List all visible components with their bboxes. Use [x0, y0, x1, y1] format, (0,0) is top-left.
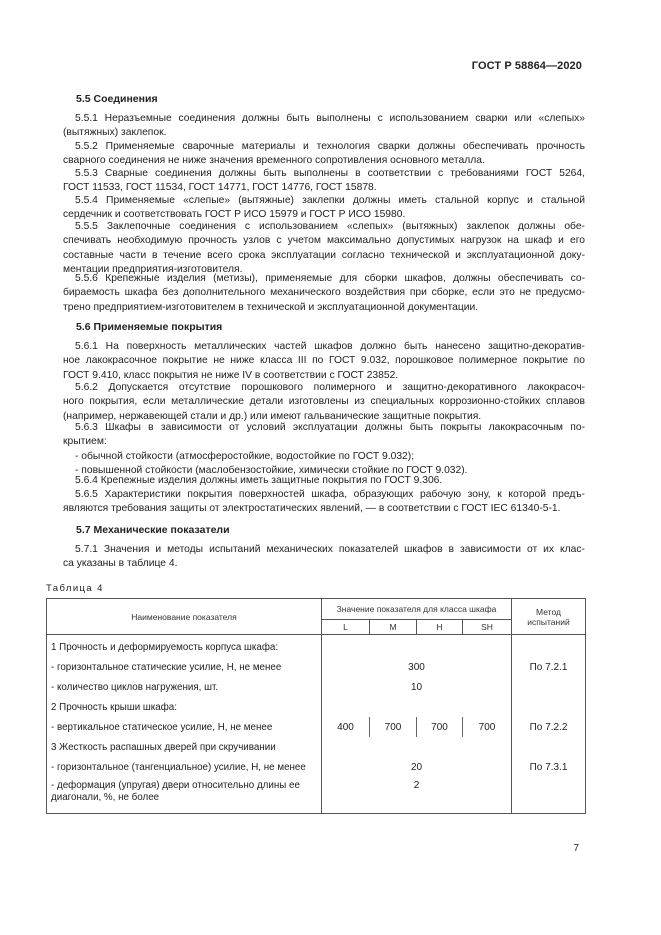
row-value: 300	[322, 657, 512, 677]
row-value: 10	[322, 677, 512, 697]
row-value: 20	[322, 757, 512, 777]
paragraph-5-5-5: 5.5.5 Заклепочные соединения с использованием «слепых» (вытяжных) заклепок должны обе- спечивать необходимую прочность узлов с учетом максимально допустимых нагрузок на шкаф и его составные части в течение всего срока эксплуатации согласно технической и эксплуатационной доку- ментации предприятия-изготовителя.	[63, 221, 585, 275]
row-label: - горизонтальное статические усилие, Н, не менее	[47, 657, 322, 677]
paragraph-5-5-3: 5.5.3 Сварные соединения должны быть выполнены в соответствии с требованиями ГОСТ 5264, ГОСТ 11533, ГОСТ 11534, ГОСТ 14771, ГОСТ 14776, ГОСТ 15878.	[63, 168, 585, 194]
row-method: По 7.3.1	[512, 757, 586, 777]
table-label: Таблица 4	[46, 583, 104, 594]
section-heading-5-7: 5.7 Механические показатели	[76, 524, 230, 536]
table-row	[47, 777, 586, 814]
table-row	[47, 737, 586, 757]
row-method: По 7.2.2	[512, 717, 586, 737]
table-row	[47, 677, 586, 697]
table-row	[47, 657, 586, 677]
paragraph-5-5-4: 5.5.4 Применяемые «слепые» (вытяжные) заклепки должны иметь стальной корпус и стальной сердечник и соответствовать ГОСТ Р ИСО 15979 и ГОСТ Р ИСО 15980.	[63, 195, 585, 221]
row-value: 2	[322, 777, 512, 814]
paragraph-5-6-4: 5.6.4 Крепежные изделия должны иметь защитные покрытия по ГОСТ 9.306.	[75, 475, 443, 486]
col-header-class-h: H	[417, 620, 463, 635]
row-label: - деформация (упругая) двери относительно длины ее диагонали, %, не более	[47, 777, 322, 814]
col-header-values-group: Значение показателя для класса шкафа	[322, 599, 512, 620]
section-heading-5-6: 5.6 Применяемые покрытия	[76, 321, 223, 333]
section-heading-5-5: 5.5 Соединения	[76, 93, 158, 105]
paragraph-5-5-6: 5.5.6 Крепежные изделия (метизы), применяемые для сборки шкафов, должны обеспечивать со- бираемость шкафа без дополнительного механического воздействия при сборке, если это не предусмо- трено предприятием-изготовителем в технической и эксплуатационной документации.	[63, 273, 585, 313]
row-method: По 7.2.1	[512, 657, 586, 677]
row-value-h: 700	[417, 717, 463, 737]
paragraph-5-6-3: 5.6.3 Шкафы в зависимости от условий эксплуатации должны быть покрыты лакокрасочным по- крытием: - обычной стойкости (атмосферостойкие, водостойкие по ГОСТ 9.032); - повышенной стойкости (маслобензостойкие, химически стойкие по ГОСТ 9.032).	[63, 422, 585, 476]
row-value-l: 400	[322, 717, 370, 737]
paragraph-5-6-2: 5.6.2 Допускается отсутствие порошкового полимерного и защитно-декоративного лакокрасоч- ного покрытия, если металлические детали изготовлены из специальных коррозионно-стойких сплавов (например, нержавеющей стали и др.) или имеют гальванические защитные покрытия.	[63, 382, 585, 422]
table-row	[47, 757, 586, 777]
table-row	[47, 697, 586, 717]
row-label: - вертикальное статическое усилие, Н, не менее	[47, 717, 322, 737]
col-header-name: Наименование показателя	[47, 599, 322, 635]
table-row	[47, 717, 586, 737]
page-number: 7	[573, 843, 579, 854]
row-label: - горизонтальное (тангенциальное) усилие, Н, не менее	[47, 757, 322, 777]
row-label: 1 Прочность и деформируемость корпуса шкафа:	[47, 635, 322, 658]
row-label: - количество циклов нагружения, шт.	[47, 677, 322, 697]
paragraph-5-7-1: 5.7.1 Значения и методы испытаний механических показателей шкафов в зависимости от их клас- са указаны в таблице 4.	[63, 544, 585, 570]
row-value-m: 700	[370, 717, 417, 737]
paragraph-5-5-1: 5.5.1 Неразъемные соединения должны быть выполнены с использованием сварки или «слепых» (вытяжных) заклепок.	[63, 113, 585, 139]
paragraph-5-5-2: 5.5.2 Применяемые сварочные материалы и технология сварки должны обеспечивать прочность сварного соединения не ниже значения временного сопротивления основного металла.	[63, 141, 585, 167]
row-label: 3 Жесткость распашных дверей при скручивании	[47, 737, 322, 757]
col-header-class-sh: SH	[463, 620, 512, 635]
document-code: ГОСТ Р 58864—2020	[471, 60, 582, 72]
table-row	[47, 635, 586, 658]
col-header-class-m: M	[370, 620, 417, 635]
table-4	[46, 598, 586, 814]
col-header-method: Метод испытаний	[512, 599, 586, 635]
row-value-sh: 700	[463, 717, 512, 737]
col-header-class-l: L	[322, 620, 370, 635]
paragraph-5-6-1: 5.6.1 На поверхность металлических частей шкафов должно быть нанесено защитно-декоратив- ное лакокрасочное покрытие не ниже класса III по ГОСТ 9.032, порошковое полимерное покрытие по ГОСТ 9.410, класс покрытия не ниже IV в соответствии с ГОСТ 23852.	[63, 341, 585, 381]
paragraph-5-6-5: 5.6.5 Характеристики покрытия поверхностей шкафа, образующих рабочую зону, к которой предъ- являются требования защиты от электростатических явлений, — в соответствии с ГОСТ IEC 61340-5-1.	[63, 489, 585, 515]
row-label: 2 Прочность крыши шкафа:	[47, 697, 322, 717]
